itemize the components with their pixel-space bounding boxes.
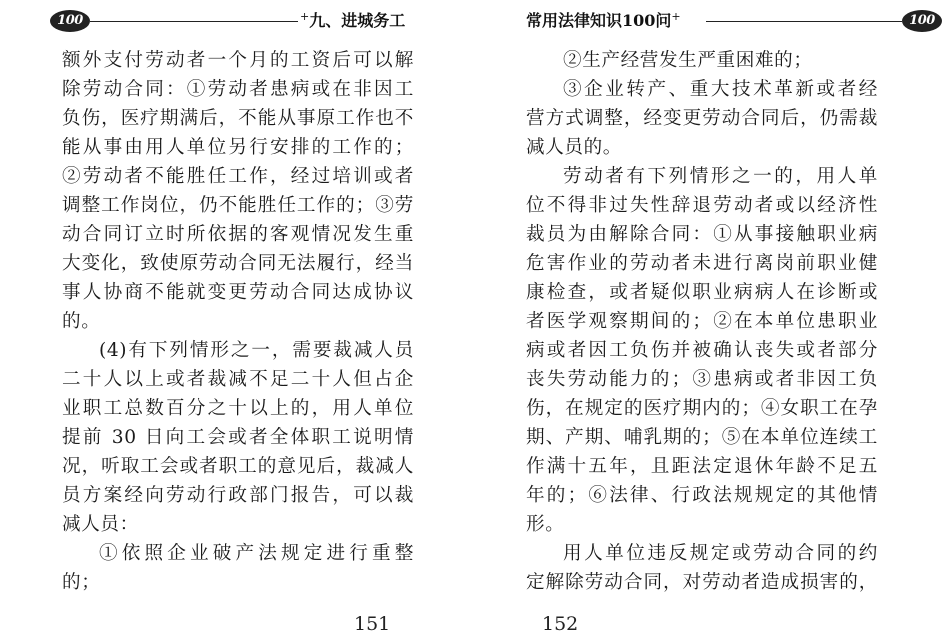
text-line: 年的；⑥法律、行政法规规定的其他情 <box>526 485 878 506</box>
header-badge: 100 <box>902 10 942 32</box>
text-line: ②生产经营发生严重困难的； <box>563 50 813 71</box>
text-line: 丧失劳动能力的；③患病或者非因工负 <box>526 369 878 390</box>
header-rule <box>706 21 902 22</box>
text-line: 减人员： <box>62 514 139 535</box>
left-page <box>50 0 480 640</box>
book-title <box>526 8 681 31</box>
text-line: 者医学观察期间的；②在本单位患职业 <box>526 311 878 332</box>
running-header <box>50 0 480 36</box>
text-line: 动合同订立时所依据的客观情况发生重 <box>62 224 414 245</box>
text-line: 康检查，或者疑似职业病病人在诊断或 <box>526 282 878 303</box>
text-line: 形。 <box>526 514 565 535</box>
text-line: ③企业转产、重大技术革新或者经 <box>563 79 878 100</box>
page-number: 151 <box>354 613 391 635</box>
text-line: 额外支付劳动者一个月的工资后可以解 <box>62 50 414 71</box>
text-line: 营方式调整，经变更劳动合同后，仍需裁 <box>526 108 878 129</box>
text-line: 除劳动合同：①劳动者患病或在非因工 <box>62 79 414 100</box>
text-line: ①依照企业破产法规定进行重整 <box>99 543 414 564</box>
running-header <box>512 0 942 36</box>
text-line: 用人单位违反规定或劳动合同的约 <box>563 543 878 564</box>
text-line: 的。 <box>62 311 101 332</box>
plus-mark: + <box>300 10 310 23</box>
chapter-title-text: 九、进城务工 <box>309 11 406 30</box>
chapter-title <box>300 8 405 31</box>
book-title-text: 常用法律知识100问 <box>526 11 672 30</box>
text-line: (4)有下列情形之一，需要裁减人员 <box>99 340 414 361</box>
body-text <box>526 46 878 597</box>
text-line: 能从事由用人单位另行安排的工作的； <box>62 137 414 158</box>
text-line: 提前 30 日向工会或者全体职工说明情 <box>62 427 414 448</box>
text-line: 位不得非过失性辞退劳动者或以经济性 <box>526 195 878 216</box>
text-line: 病或者因工负伤并被确认丧失或者部分 <box>526 340 878 361</box>
header-rule <box>90 21 298 22</box>
text-line: 减人员的。 <box>526 137 622 158</box>
text-line: 的； <box>62 572 101 593</box>
text-line: 事人协商不能就变更劳动合同达成协议 <box>62 282 414 303</box>
page-number: 152 <box>542 613 579 635</box>
text-line: 大变化，致使原劳动合同无法履行，经当 <box>62 253 414 274</box>
text-line: 定解除劳动合同，对劳动者造成损害的， <box>526 572 878 593</box>
text-line: 伤，在规定的医疗期内的；④女职工在孕 <box>526 398 878 419</box>
right-page <box>512 0 942 640</box>
text-line: 期、产期、哺乳期的；⑤在本单位连续工 <box>526 427 878 448</box>
text-line: 作满十五年，且距法定退休年龄不足五 <box>526 456 878 477</box>
body-text <box>62 46 414 597</box>
text-line: 裁员为由解除合同：①从事接触职业病 <box>526 224 878 245</box>
text-line: 负伤，医疗期满后，不能从事原工作也不 <box>62 108 414 129</box>
text-line: 危害作业的劳动者未进行离岗前职业健 <box>526 253 878 274</box>
text-line: 劳动者有下列情形之一的，用人单 <box>563 166 878 187</box>
text-line: 调整工作岗位，仍不能胜任工作的；③劳 <box>62 195 414 216</box>
text-line: 业职工总数百分之十以上的，用人单位 <box>62 398 414 419</box>
text-line: 二十人以上或者裁减不足二十人但占企 <box>62 369 414 390</box>
plus-mark: + <box>671 10 681 23</box>
header-badge: 100 <box>50 10 90 32</box>
text-line: 员方案经向劳动行政部门报告，可以裁 <box>62 485 414 506</box>
text-line: 况，听取工会或者职工的意见后，裁减人 <box>62 456 414 477</box>
text-line: ②劳动者不能胜任工作，经过培训或者 <box>62 166 414 187</box>
